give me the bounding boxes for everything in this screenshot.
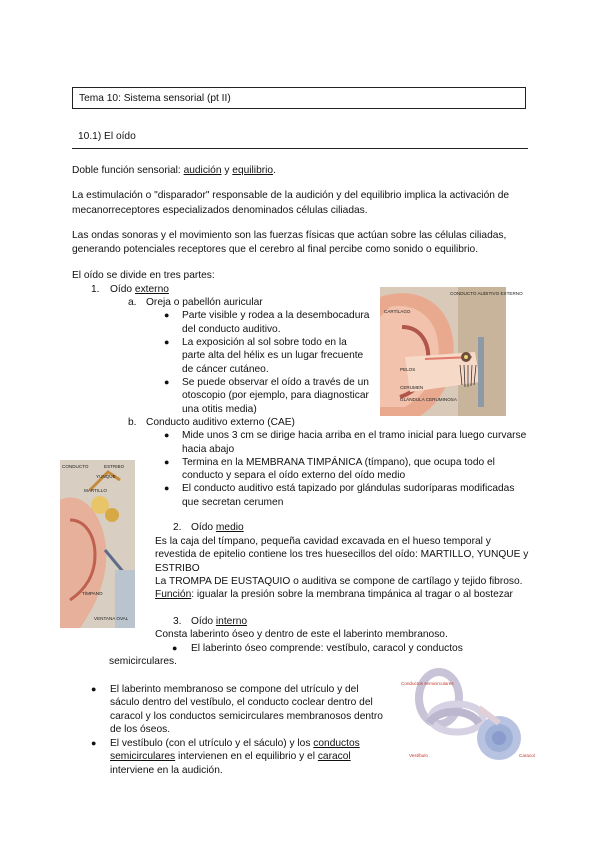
list-item (110, 738, 360, 749)
bullet: ● (164, 457, 170, 467)
inner-ear-heading (191, 616, 247, 627)
inner-ear-illustration (399, 663, 539, 768)
paragraph-line: mecanorreceptores especializados denominados células ciliadas. (72, 205, 368, 216)
bullet: ● (172, 643, 178, 653)
outer-ear-svg (380, 287, 523, 416)
subheading: Conducto auditivo externo (CAE) (146, 417, 295, 428)
paragraph-line: Es la caja del tímpano, pequeña cavidad excavada en el hueso temporal y (155, 536, 491, 547)
bullet: ● (164, 310, 170, 320)
period: . (273, 165, 276, 176)
label-yunque: YUNQUE (96, 474, 116, 479)
label-pelos: PELOS (400, 367, 416, 372)
paragraph-line: Las ondas sonoras y el movimiento son las fuerzas físicas que actúan sobre las células ciliadas, (72, 230, 507, 241)
label-conducto: CONDUCTO AUDITIVO EXTERNO (450, 291, 523, 296)
inner-ear-svg (399, 663, 539, 768)
link-audicion[interactable]: audición (183, 165, 222, 176)
middle-ear-svg (60, 460, 135, 628)
list-item: El laberinto membranoso se compone del utrículo y del (110, 684, 359, 695)
label-timpano: TÍMPANO (82, 591, 103, 596)
paragraph-line: Consta laberinto óseo y dentro de este el laberinto membranoso. (155, 629, 448, 640)
list-item: caracol y los conductos semicirculares membranosos dentro (110, 711, 383, 722)
bullet: ● (164, 483, 170, 493)
paragraph-line: revestida de epitelio contiene los tres huesecillos del oído: MARTILLO, YUNQUE y (155, 549, 529, 560)
bullet: ● (164, 430, 170, 440)
list-item: una otitis media) (182, 404, 257, 415)
list-item: El laberinto óseo comprende: vestíbulo, caracol y conductos (191, 643, 463, 654)
heading-prefix: Oído (110, 284, 135, 295)
paragraph-line: generando potenciales receptores que el cerebro al final percibe como sonido o equilibrio. (72, 244, 479, 255)
text: intervienen en el equilibrio y el (175, 751, 318, 762)
heading-keyword: medio (215, 522, 244, 533)
function-text: : igualar la presión sobre la membrana timpánica al tragar o al bostezar (191, 589, 513, 600)
middle-ear-heading (191, 522, 244, 533)
label-ventana-oval: VENTANA OVAL (94, 616, 129, 621)
list-item: hacia abajo (182, 444, 235, 455)
list-item: La exposición al sol sobre todo en la (182, 337, 347, 348)
label-conducto-medio: CONDUCTO (62, 464, 89, 469)
bullet: ● (164, 377, 170, 387)
heading-keyword: externo (134, 284, 169, 295)
list-item: de cáncer cutáneo. (182, 364, 269, 375)
list-item: que secretan cerumen (182, 497, 284, 508)
paragraph-line: La estimulación o "disparador" responsable de la audición y del equilibrio implica la activación de (72, 190, 510, 201)
label-glandula: GLÁNDULA CERUMINOSA (400, 397, 457, 402)
section-title: 10.1) El oído (78, 131, 136, 142)
paragraph-line: El oído se divide en tres partes: (72, 270, 215, 281)
list-item: parte alta del hélix es un lugar frecuente (182, 350, 364, 361)
list-item: conducto y separa el oído externo del oído medio (182, 470, 406, 481)
bullet: ● (91, 738, 97, 748)
link-equilibrio[interactable]: equilibrio (232, 165, 274, 176)
list-number: 2. (173, 522, 182, 533)
list-item: de los óseos. (110, 724, 171, 735)
list-item: interviene en la audición. (110, 765, 223, 776)
label-cartilago: CARTÍLAGO (384, 309, 411, 314)
middle-ear-illustration (60, 460, 135, 628)
link-conductos[interactable]: conductos (313, 738, 360, 749)
list-item: Termina en la MEMBRANA TIMPÁNICA (tímpano), que ocupa todo el (182, 457, 495, 468)
list-item: semicirculares. (109, 656, 177, 667)
dual-function-line (72, 165, 276, 176)
text: El vestíbulo (con el utrículo y el sáculo) y los (110, 738, 314, 749)
list-item: del conducto auditivo. (182, 324, 281, 335)
conjunction: y (221, 165, 233, 176)
outer-ear-illustration (380, 287, 523, 416)
bullet: ● (91, 684, 97, 694)
paragraph-line: La TROMPA DE EUSTAQUIO o auditiva se compone de cartílago y tejido fibroso. (155, 576, 523, 587)
label-cerumen: CERUMEN (400, 385, 424, 390)
list-item: otoscopio (por ejemplo, para diagnosticar (182, 390, 369, 401)
label-caracol-fig: Caracol (519, 753, 535, 758)
function-keyword: Función (155, 589, 192, 600)
heading-prefix: Oído (191, 616, 216, 627)
link-caracol[interactable]: caracol (317, 751, 351, 762)
outer-ear-heading (110, 284, 169, 295)
list-item (110, 751, 351, 762)
label-estribo: ESTRIBO (104, 464, 125, 469)
page-title: Tema 10: Sistema sensorial (pt II) (72, 87, 526, 109)
section-divider (72, 148, 528, 149)
list-item: El conducto auditivo está tapizado por glándulas sudoríparas modificadas (182, 483, 515, 494)
heading-keyword: interno (215, 616, 248, 627)
list-item: Se puede observar el oído a través de un (182, 377, 369, 388)
label-semicirculares: Conductos semicirculares (401, 681, 454, 686)
dual-prefix: Doble función sensorial: (72, 165, 184, 176)
bullet: ● (164, 337, 170, 347)
list-letter: a. (128, 297, 137, 308)
list-number: 3. (173, 616, 182, 627)
paragraph-line: ESTRIBO (155, 563, 200, 574)
list-item: Mide unos 3 cm se dirige hacia arriba en el tramo inicial para luego curvarse (182, 430, 527, 441)
list-item: Parte visible y rodea a la desembocadura (182, 310, 370, 321)
link-semicirculares[interactable]: semicirculares (110, 751, 176, 762)
list-item: sáculo dentro del vestíbulo, el conducto coclear dentro del (110, 697, 373, 708)
heading-prefix: Oído (191, 522, 216, 533)
label-vestibulo: Vestíbulo (409, 753, 428, 758)
paragraph-line (155, 589, 513, 600)
list-number: 1. (91, 284, 100, 295)
list-letter: b. (128, 417, 137, 428)
subheading: Oreja o pabellón auricular (146, 297, 263, 308)
label-martillo: MARTILLO (84, 488, 107, 493)
